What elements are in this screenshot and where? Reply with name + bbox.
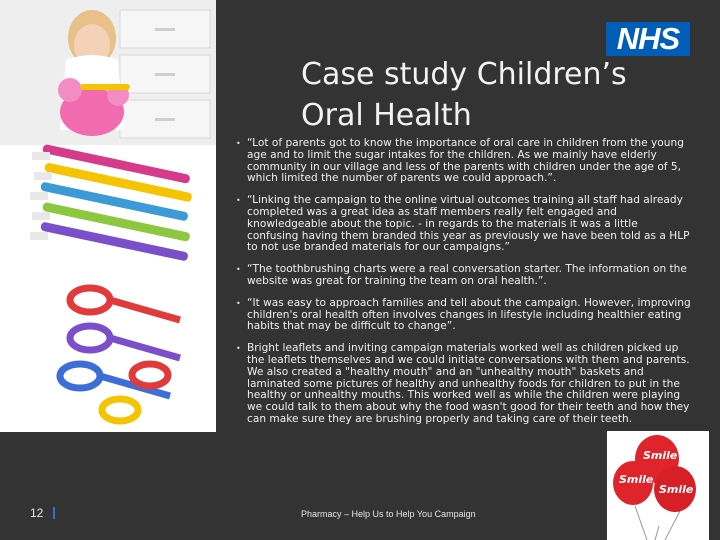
balloon-text-3: Smile	[659, 483, 694, 496]
bullet-icon: •	[236, 265, 241, 275]
quote-text: “The toothbrushing charts were a real conversation starter. The information on the website was great for training the team on oral health.”.	[247, 263, 687, 287]
bullet-icon: •	[236, 344, 241, 354]
toothbrush-photo	[0, 0, 216, 432]
quote-item	[232, 298, 692, 333]
quote-item	[232, 264, 692, 288]
quote-item	[232, 138, 692, 185]
bullet-icon: •	[236, 196, 241, 206]
quote-text: Bright leaflets and inviting campaign materials worked well as children picked up the leaflets themselves and we could initiate conversations with them and parents. We also created a "healthy mouth" and an "unhealthy mouth" baskets and laminated some pictures of healthy and unhealthy foods for children to put in the healthy or unhealthy mouths. This worked well as while the children were playing we could talk to them about why the food wasn't good for their teeth and how they can make sure they are brushing properly and taking care of their teeth.	[247, 342, 690, 425]
quote-text: “Lot of parents got to know the importance of oral care in children from the young age and to limit the sugar intakes for the children. As we mainly have elderly community in our village and less of the parents with children under the age of 5, which limited the number of parents we could approach.”.	[247, 137, 684, 185]
smile-balloons-illustration	[607, 431, 709, 540]
quote-item	[232, 343, 692, 426]
quote-text: “It was easy to approach families and tell about the campaign. However, improving children's oral health often involves changes in lifestyle including healthier eating habits that may be difficult to change”.	[247, 296, 691, 333]
bullet-icon: •	[236, 139, 241, 148]
page-number: 12	[30, 506, 44, 520]
title-line-1: Case study Children’s	[301, 57, 627, 92]
quote-item	[232, 195, 692, 254]
quotes-list	[232, 138, 692, 436]
slide-title	[301, 54, 681, 136]
quote-text: “Linking the campaign to the online virtual outcomes training all staff had already completed was a great idea as staff members really felt engaged and knowledgeable about the topic. - in regards to the materials it was a little confusing having them branded this year as previously we have been told as a HLP to not use branded materials for our campaigns.”	[247, 194, 690, 254]
child-toothbrushes-illustration	[0, 0, 216, 432]
title-line-2: Oral Health	[301, 98, 472, 133]
smile-balloons-image	[607, 431, 709, 540]
bullet-icon: •	[236, 298, 241, 308]
balloon-text-1: Smile	[643, 449, 678, 462]
balloon-text-2: Smile	[619, 473, 654, 486]
footer-text: Pharmacy – Help Us to Help You Campaign	[301, 509, 476, 519]
page-number-bar	[53, 507, 55, 519]
nhs-logo: NHS	[606, 22, 690, 56]
